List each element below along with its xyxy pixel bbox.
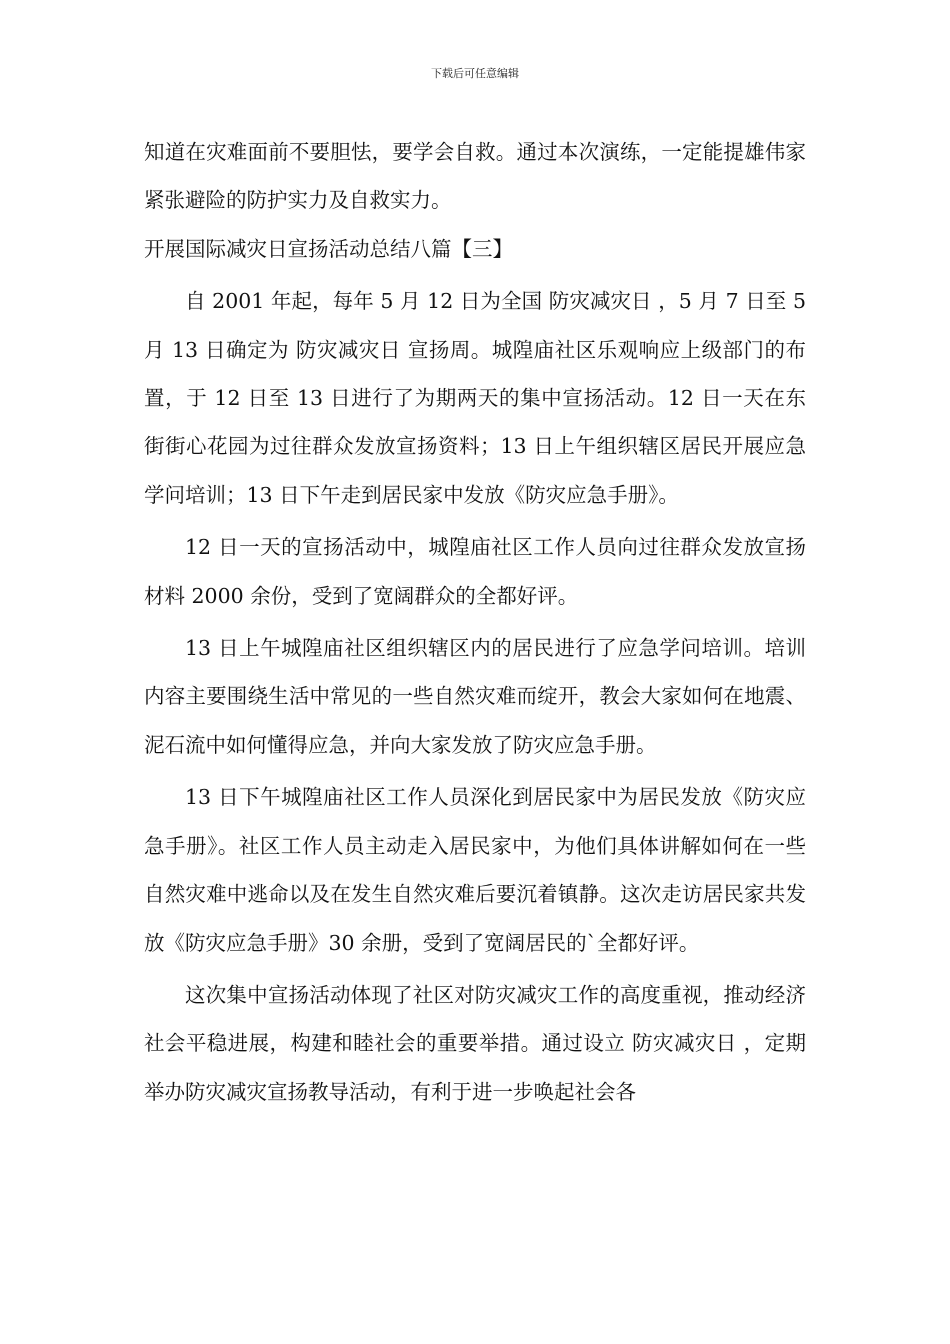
page-header: 下载后可任意编辑 (431, 67, 519, 80)
paragraph: 13 日下午城隍庙社区工作人员深化到居民家中为居民发放《防灾应急手册》。社区工作人员主动走入居民家中，为他们具体讲解如何在一些自然灾难中逃命以及在发生自然灾难后要沉着镇静。这次走访居民家共发放《防灾应急手册》30 余册，受到了宽阔居民的`全都好评。 (144, 785, 806, 955)
document-body (144, 128, 806, 1116)
paragraph: 13 日上午城隍庙社区组织辖区内的居民进行了应急学问培训。培训内容主要围绕生活中常见的一些自然灾难而绽开，教会大家如何在地震、泥石流中如何懂得应急，并向大家发放了防灾应急手册。 (144, 636, 806, 757)
section-heading: 开展国际减灾日宣扬活动总结八篇【三】 (144, 236, 513, 261)
paragraph: 自 2001 年起，每年 5 月 12 日为全国 防灾减灾日 ，5 月 7 日至 5 月 13 日确定为 防灾减灾日 宣扬周。城隍庙社区乐观响应上级部门的布置，于 12 日至 13 日进行了为期两天的集中宣扬活动。12 日一天在东街街心花园为过往群众发放宣扬资料；13 日上午组织辖区居民开展应急学问培训；13 日下午走到居民家中发放《防灾应急手册》。 (144, 289, 806, 507)
paragraph-continuation: 知道在灾难面前不要胆怯，要学会自救。通过本次演练，一定能提雄伟家紧张避险的防护实力及自救实力。 (144, 140, 806, 213)
paragraph: 这次集中宣扬活动体现了社区对防灾减灾工作的高度重视，推动经济社会平稳进展，构建和睦社会的重要举措。通过设立 防灾减灾日 ，定期举办防灾减灾宣扬教导活动，有利于进一步唤起社会各 (144, 982, 806, 1104)
paragraph: 12 日一天的宣扬活动中，城隍庙社区工作人员向过往群众发放宣扬材料 2000 余份，受到了宽阔群众的全都好评。 (144, 535, 806, 608)
